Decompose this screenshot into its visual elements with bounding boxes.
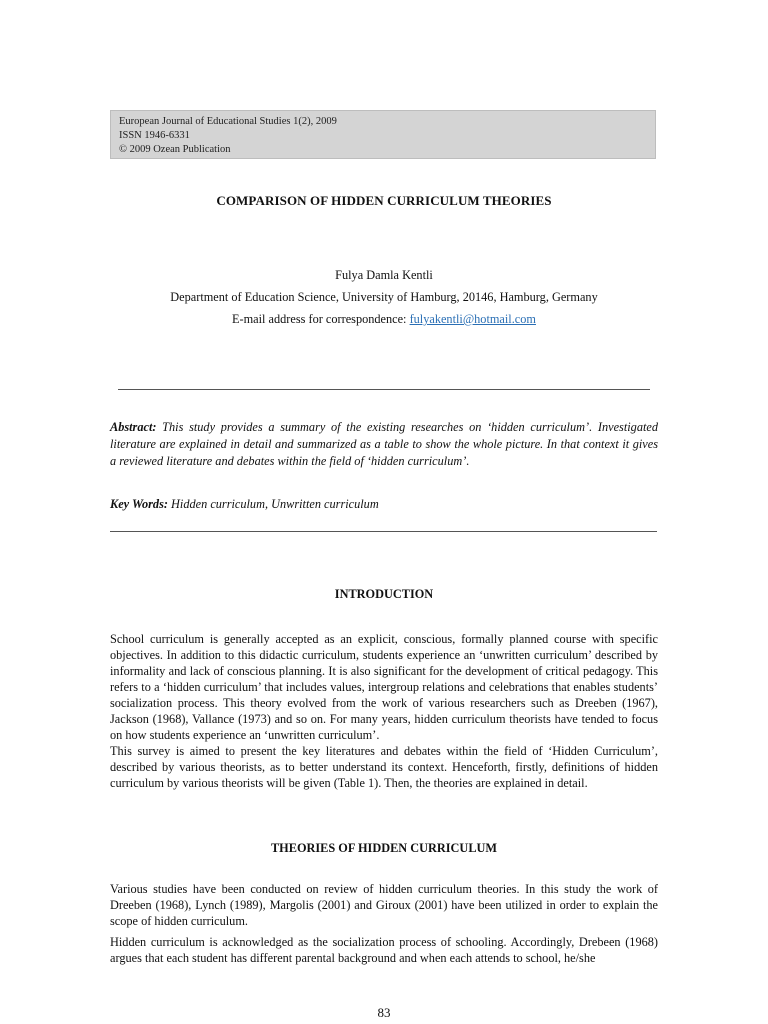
- paper-title: COMPARISON OF HIDDEN CURRICULUM THEORIES: [216, 193, 552, 208]
- journal-header: [110, 110, 656, 159]
- intro-paragraph-1: School curriculum is generally accepted as an explicit, conscious, formally planned course with specific objectives. In addition to this didactic curriculum, students experience an ‘unwritten curriculum’ described by informality and lack of conscious planning. It is also significant for the development of critical pedagogy. This refers to a ‘hidden curriculum’ that includes values, intergroup relations and celebrations that enables students’ socialization process. This theory evolved from the work of various researchers such as Dreeben (1967), Jackson (1968), Vallance (1973) and so on. For many years, hidden curriculum theorists have tended to focus on how students experience an ‘unwritten curriculum’.: [110, 632, 658, 742]
- journal-copyright: © 2009 Ozean Publication: [119, 144, 231, 155]
- section-heading-theories: THEORIES OF HIDDEN CURRICULUM: [270, 841, 498, 855]
- author-block: [0, 264, 768, 330]
- divider-top: [118, 389, 650, 390]
- email-label: E-mail address for correspondence:: [232, 312, 410, 326]
- keywords-label: Key Words:: [110, 497, 168, 511]
- abstract-label: Abstract:: [110, 420, 157, 434]
- author-affiliation: Department of Education Science, University of Hamburg, 20146, Hamburg, Germany: [170, 290, 598, 304]
- journal-issn: ISSN 1946-6331: [119, 130, 190, 141]
- page-number: 83: [377, 1005, 391, 1020]
- abstract: [110, 419, 658, 470]
- divider-bottom: [110, 531, 657, 532]
- theories-paragraph-1: Various studies have been conducted on review of hidden curriculum theories. In this study the work of Dreeben (1968), Lynch (1989), Margolis (2001) and Giroux (2001) have been utilized in order to explain the scope of hidden curriculum.: [110, 882, 658, 928]
- author-name: Fulya Damla Kentli: [335, 268, 433, 282]
- author-email-line: [0, 308, 768, 330]
- journal-name: European Journal of Educational Studies 1(2), 2009: [119, 116, 337, 127]
- email-link[interactable]: fulyakentli@hotmail.com: [409, 312, 536, 326]
- abstract-text: This study provides a summary of the existing researches on ‘hidden curriculum’. Investigated literature are explained in detail and summarized as a table to show the whole picture. In that context it gives a reviewed literature and debates within the field of ‘hidden curriculum’.: [110, 420, 658, 468]
- theories-paragraph-2: Hidden curriculum is acknowledged as the socialization process of schooling. Accordingly, Drebeen (1968) argues that each student has different parental background and when each attends to school, he/she: [110, 935, 658, 965]
- section-heading-introduction: INTRODUCTION: [334, 587, 434, 601]
- intro-paragraph-2: This survey is aimed to present the key literatures and debates within the field of ‘Hidden Curriculum’, described by various theorists, as to better understand its context. Henceforth, firstly, definitions of hidden curriculum by various theorists will be given (Table 1). Then, the theories are explained in detail.: [110, 744, 658, 790]
- keywords-text: Hidden curriculum, Unwritten curriculum: [167, 497, 379, 511]
- keywords: [110, 496, 658, 513]
